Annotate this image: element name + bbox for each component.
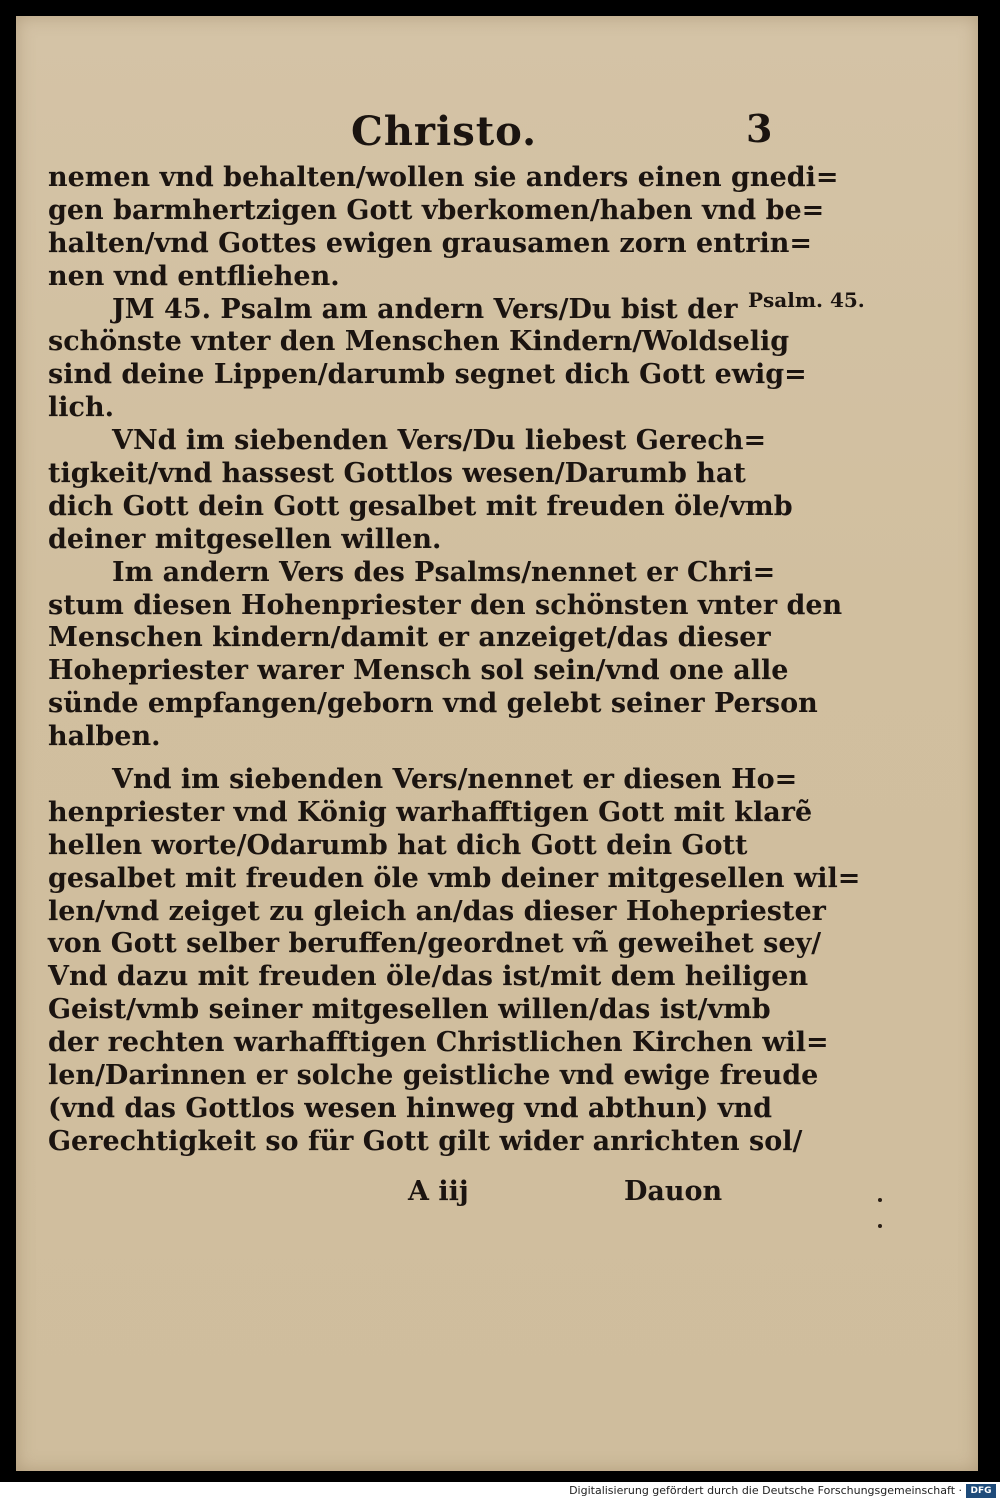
text-line: stum diesen Hohenpriester den schönsten vnter den <box>48 589 843 621</box>
text-line: schönste vnter den Menschen Kindern/Woldselig <box>48 326 790 358</box>
page-number: 3 <box>746 106 773 151</box>
text-line: Vnd im siebenden Vers/nennet er diesen Ho= <box>112 764 798 796</box>
text-line: halben. <box>48 721 161 753</box>
footer-bar <box>0 1482 1000 1501</box>
text-line: sind deine Lippen/darumb segnet dich Gott ewig= <box>48 359 807 391</box>
text-line: JM 45. Psalm am andern Vers/Du bist der <box>112 293 738 325</box>
funding-credit: Digitalisierung gefördert durch die Deutsche Forschungsgemeinschaft · <box>569 1484 962 1497</box>
text-line: tigkeit/vnd hassest Gottlos wesen/Darumb hat <box>48 458 746 490</box>
text-line: lich. <box>48 392 114 424</box>
text-line: Geist/vmb seiner mitgesellen willen/das ist/vmb <box>48 994 771 1026</box>
book-page <box>16 16 978 1471</box>
text-line: Menschen kindern/damit er anzeiget/das dieser <box>48 622 771 654</box>
catchline <box>16 1176 978 1216</box>
text-line: len/Darinnen er solche geistliche vnd ewige freude <box>48 1060 819 1092</box>
text-line: gen barmhertzigen Gott vberkomen/haben vnd be= <box>48 194 825 226</box>
text-line: nen vnd entfliehen. <box>48 260 340 292</box>
speck-dot <box>878 1198 882 1202</box>
margin-note: Psalm. 45. <box>748 288 865 312</box>
text-line: dich Gott dein Gott gesalbet mit freuden öle/vmb <box>48 490 793 522</box>
text-line: deiner mitgesellen willen. <box>48 523 442 555</box>
dfg-logo-icon: DFG <box>966 1484 996 1498</box>
text-line: Vnd dazu mit freuden öle/das ist/mit dem heiligen <box>48 961 809 993</box>
text-line: nemen vnd behalten/wollen sie anders einen gnedi= <box>48 162 839 193</box>
page-speck-marks <box>878 1198 886 1238</box>
text-line: Gerechtigkeit so für Gott gilt wider anrichten sol/ <box>48 1125 803 1157</box>
text-line: halten/vnd Gottes ewigen grausamen zorn entrin= <box>48 227 812 259</box>
text-line: von Gott selber beruffen/geordnet vñ geweihet sey/ <box>48 928 822 960</box>
text-line: gesalbet mit freuden öle vmb deiner mitgesellen wil= <box>48 862 861 894</box>
signature-mark: A iij <box>408 1176 469 1207</box>
text-line: VNd im siebenden Vers/Du liebest Gerech= <box>112 425 767 457</box>
text-line: Hohepriester warer Mensch sol sein/vnd one alle <box>48 655 789 687</box>
text-line: der rechten warhafftigen Christlichen Kirchen wil= <box>48 1027 829 1059</box>
catchword: Dauon <box>624 1176 723 1207</box>
text-line: henpriester vnd König warhafftigen Gott mit klarẽ <box>48 796 813 828</box>
text-line: sünde empfangen/geborn vnd gelebt seiner Person <box>48 688 818 720</box>
speck-dot <box>878 1224 882 1228</box>
text-line: len/vnd zeiget zu gleich an/das dieser Hohepriester <box>48 895 826 927</box>
text-line: (vnd das Gottlos wesen hinweg vnd abthun) vnd <box>48 1092 772 1124</box>
text-line: Im andern Vers des Psalms/nennet er Chri= <box>112 556 776 588</box>
running-head: Christo. <box>351 108 538 155</box>
text-line: hellen worte/Odarumb hat dich Gott dein Gott <box>48 829 748 861</box>
